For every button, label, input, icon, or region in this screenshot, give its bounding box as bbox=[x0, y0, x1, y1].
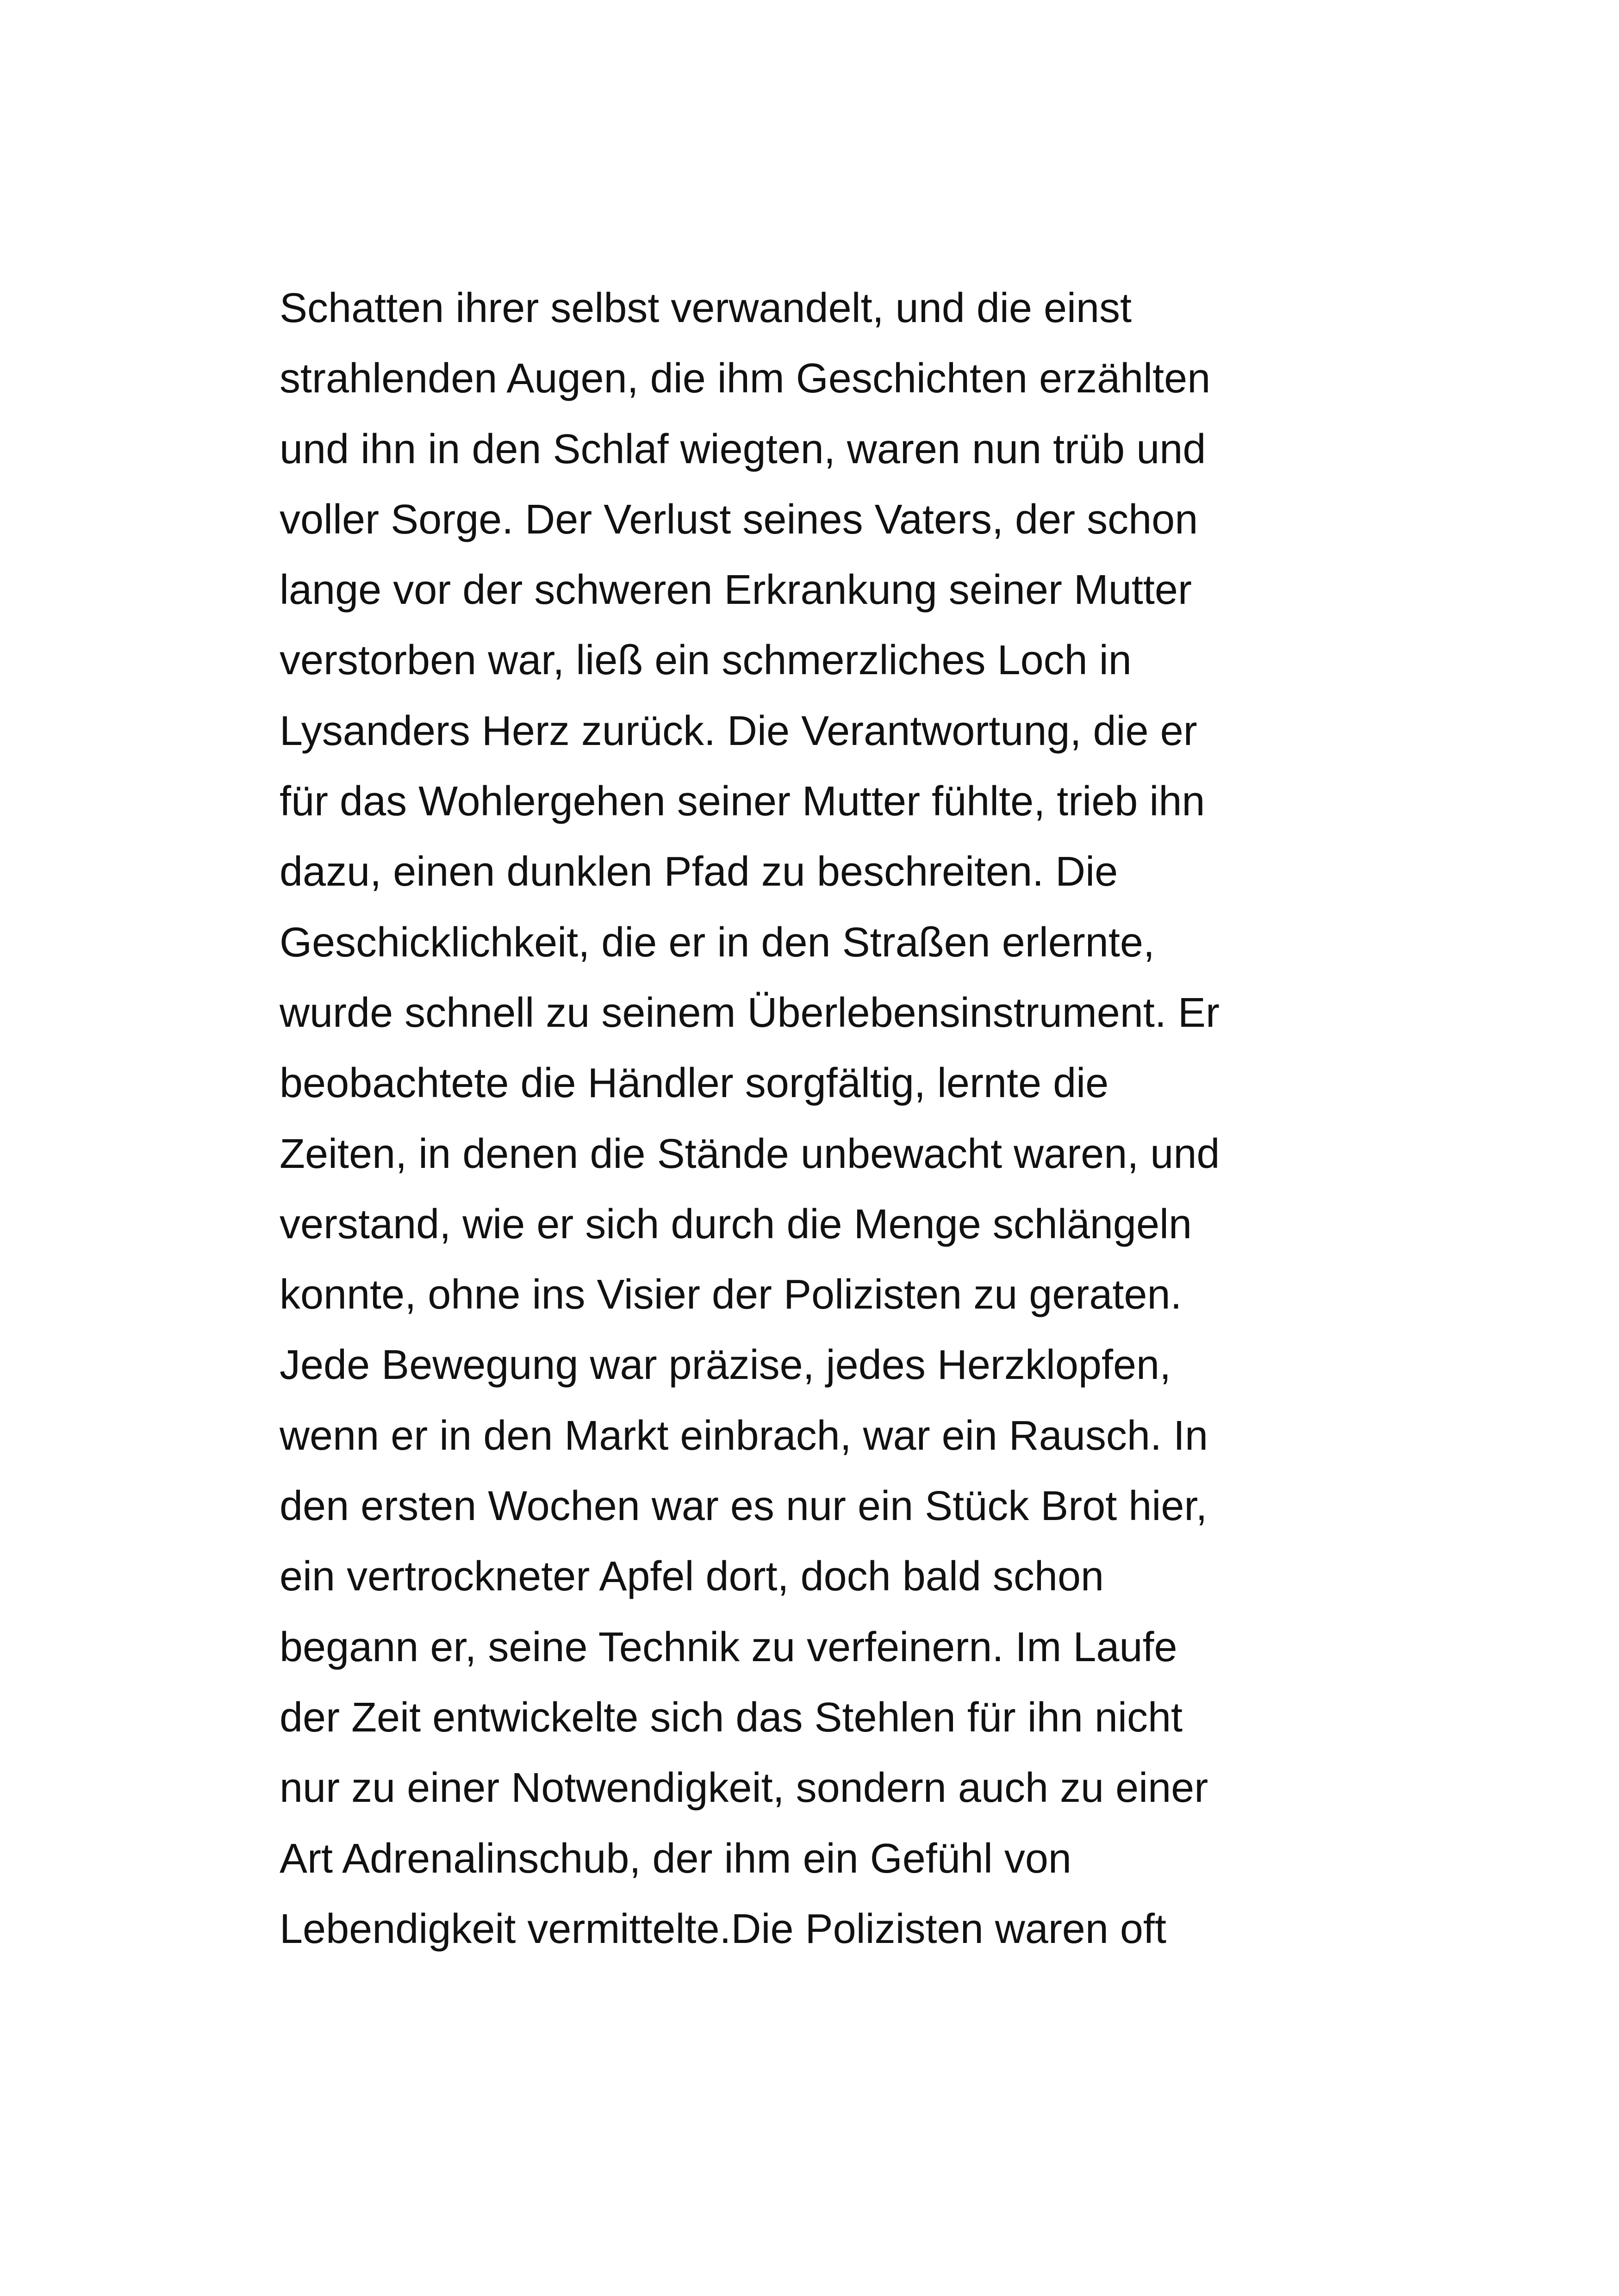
text-line: den ersten Wochen war es nur ein Stück Brot hier, bbox=[280, 1483, 1208, 1530]
text-line: dazu, einen dunklen Pfad zu beschreiten. Die bbox=[280, 849, 1118, 895]
text-line: Schatten ihrer selbst verwandelt, und die einst bbox=[280, 285, 1132, 331]
text-line: Lysanders Herz zurück. Die Verantwortung, die er bbox=[280, 707, 1197, 754]
text-line: Jede Bewegung war präzise, jedes Herzklopfen, bbox=[280, 1342, 1171, 1389]
text-line: der Zeit entwickelte sich das Stehlen für ihn nicht bbox=[280, 1694, 1183, 1741]
text-line: wurde schnell zu seinem Überlebensinstrument. Er bbox=[280, 989, 1220, 1036]
text-line: beobachtete die Händler sorgfältig, lernte die bbox=[280, 1060, 1109, 1107]
text-line: lange vor der schweren Erkrankung seiner Mutter bbox=[280, 567, 1192, 614]
text-line: verstorben war, ließ ein schmerzliches Loch in bbox=[280, 637, 1132, 684]
text-line: begann er, seine Technik zu verfeinern. Im Laufe bbox=[280, 1624, 1177, 1670]
text-line: Geschicklichkeit, die er in den Straßen erlernte, bbox=[280, 919, 1155, 966]
text-line: verstand, wie er sich durch die Menge schlängeln bbox=[280, 1201, 1192, 1247]
text-line: voller Sorge. Der Verlust seines Vaters, der schon bbox=[280, 496, 1198, 543]
text-line: Zeiten, in denen die Stände unbewacht waren, und bbox=[280, 1130, 1220, 1177]
text-line: wenn er in den Markt einbrach, war ein Rausch. In bbox=[280, 1412, 1208, 1459]
text-line: nur zu einer Notwendigkeit, sondern auch zu einer bbox=[280, 1765, 1208, 1812]
body-paragraph bbox=[280, 285, 1390, 1976]
text-line: strahlenden Augen, die ihm Geschichten erzählten bbox=[280, 355, 1211, 402]
text-line: für das Wohlergehen seiner Mutter fühlte, trieb ihn bbox=[280, 778, 1205, 825]
text-line: und ihn in den Schlaf wiegten, waren nun trüb und bbox=[280, 426, 1206, 472]
text-line: ein vertrockneter Apfel dort, doch bald schon bbox=[280, 1553, 1104, 1600]
text-line: Art Adrenalinschub, der ihm ein Gefühl von bbox=[280, 1835, 1071, 1882]
text-line: Lebendigkeit vermittelte.Die Polizisten waren oft bbox=[280, 1905, 1166, 1952]
text-line: konnte, ohne ins Visier der Polizisten zu geraten. bbox=[280, 1272, 1182, 1318]
